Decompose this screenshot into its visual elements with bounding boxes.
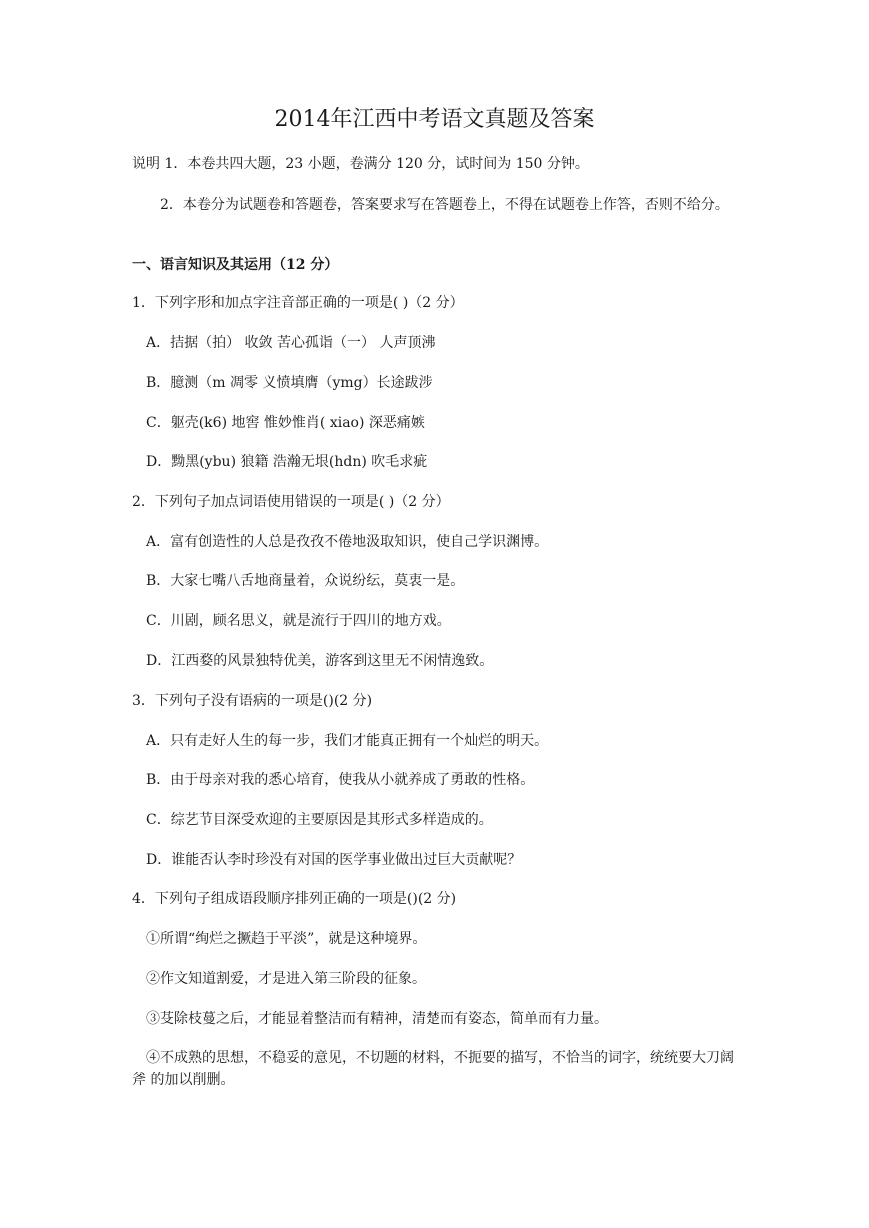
- question-4-sentence-2: ②作文知道割爱，才是进入第三阶段的征象。: [146, 971, 426, 987]
- question-3-option-b: B．由于母亲对我的悉心培育，使我从小就养成了勇敢的性格。: [146, 772, 535, 788]
- document-title: 2014年江西中考语文真题及答案: [274, 107, 595, 132]
- note-2: 2．本卷分为试题卷和答题卷，答案要求写在答题卷上，不得在试题卷上作答，否则不给分。: [160, 197, 729, 213]
- question-4-stem: 4．下列句子组成语段顺序排列正确的一项是()(2 分): [132, 891, 457, 907]
- question-1-option-b: B．臆测（m 凋零 义愤填膺（ymg）长途跋涉: [146, 375, 433, 391]
- question-2-option-d: D．江西婺的风景独特优美，游客到这里无不闲情逸致。: [146, 653, 494, 669]
- question-4-sentence-4: ④不成熟的思想，不稳妥的意见，不切题的材料，不扼要的描写，不恰当的词字，统统要大刀阔斧 的加以削删。: [132, 1050, 734, 1088]
- question-3-option-c: C．综艺节目深受欢迎的主要原因是其形式多样造成的。: [146, 812, 493, 828]
- question-3-option-d: D．谁能否认李时珍没有对国的医学事业做出过巨大贡献呢？: [146, 852, 522, 868]
- section-heading: 一、语言知识及其运用（12 分）: [132, 257, 339, 273]
- question-2-option-b: B．大家七嘴八舌地商量着，众说纷纭，莫衷一是。: [146, 573, 465, 589]
- question-3-option-a: A．只有走好人生的每一步，我们才能真正拥有一个灿烂的明天。: [146, 733, 549, 749]
- question-4-sentence-3: ③芟除枝蔓之后，才能显着整洁而有精神，清楚而有姿态，简单而有力量。: [146, 1011, 608, 1027]
- question-1-stem: 1．下列字形和加点字注音部正确的一项是( )（2 分）: [132, 295, 464, 311]
- question-4-sentence-1: ①所谓“绚烂之撅趋于平淡”，就是这种境界。: [146, 931, 427, 947]
- note-1: 说明 1．本卷共四大题，23 小题，卷满分 120 分，试时间为 150 分钟。: [132, 156, 589, 172]
- question-2-option-c: C．川剧，顾名思义，就是流行于四川的地方戏。: [146, 613, 451, 629]
- question-1-option-c: C．躯壳(k6) 地窖 惟妙惟肖( xiao) 深恶痛嫉: [146, 415, 425, 431]
- question-2-stem: 2．下列句子加点词语使用错误的一项是( )（2 分）: [132, 494, 450, 510]
- question-1-option-d: D．黝黑(ybu) 狼籍 浩瀚无垠(hdn) 吹毛求疵: [146, 454, 428, 470]
- question-1-option-a: A．拮据（拍） 收敛 苦心孤诣（一） 人声顶沸: [146, 335, 436, 351]
- question-2-option-a: A．富有创造性的人总是孜孜不倦地汲取知识，使自己学识渊博。: [146, 534, 549, 550]
- question-3-stem: 3．下列句子没有语病的一项是()(2 分): [132, 693, 373, 709]
